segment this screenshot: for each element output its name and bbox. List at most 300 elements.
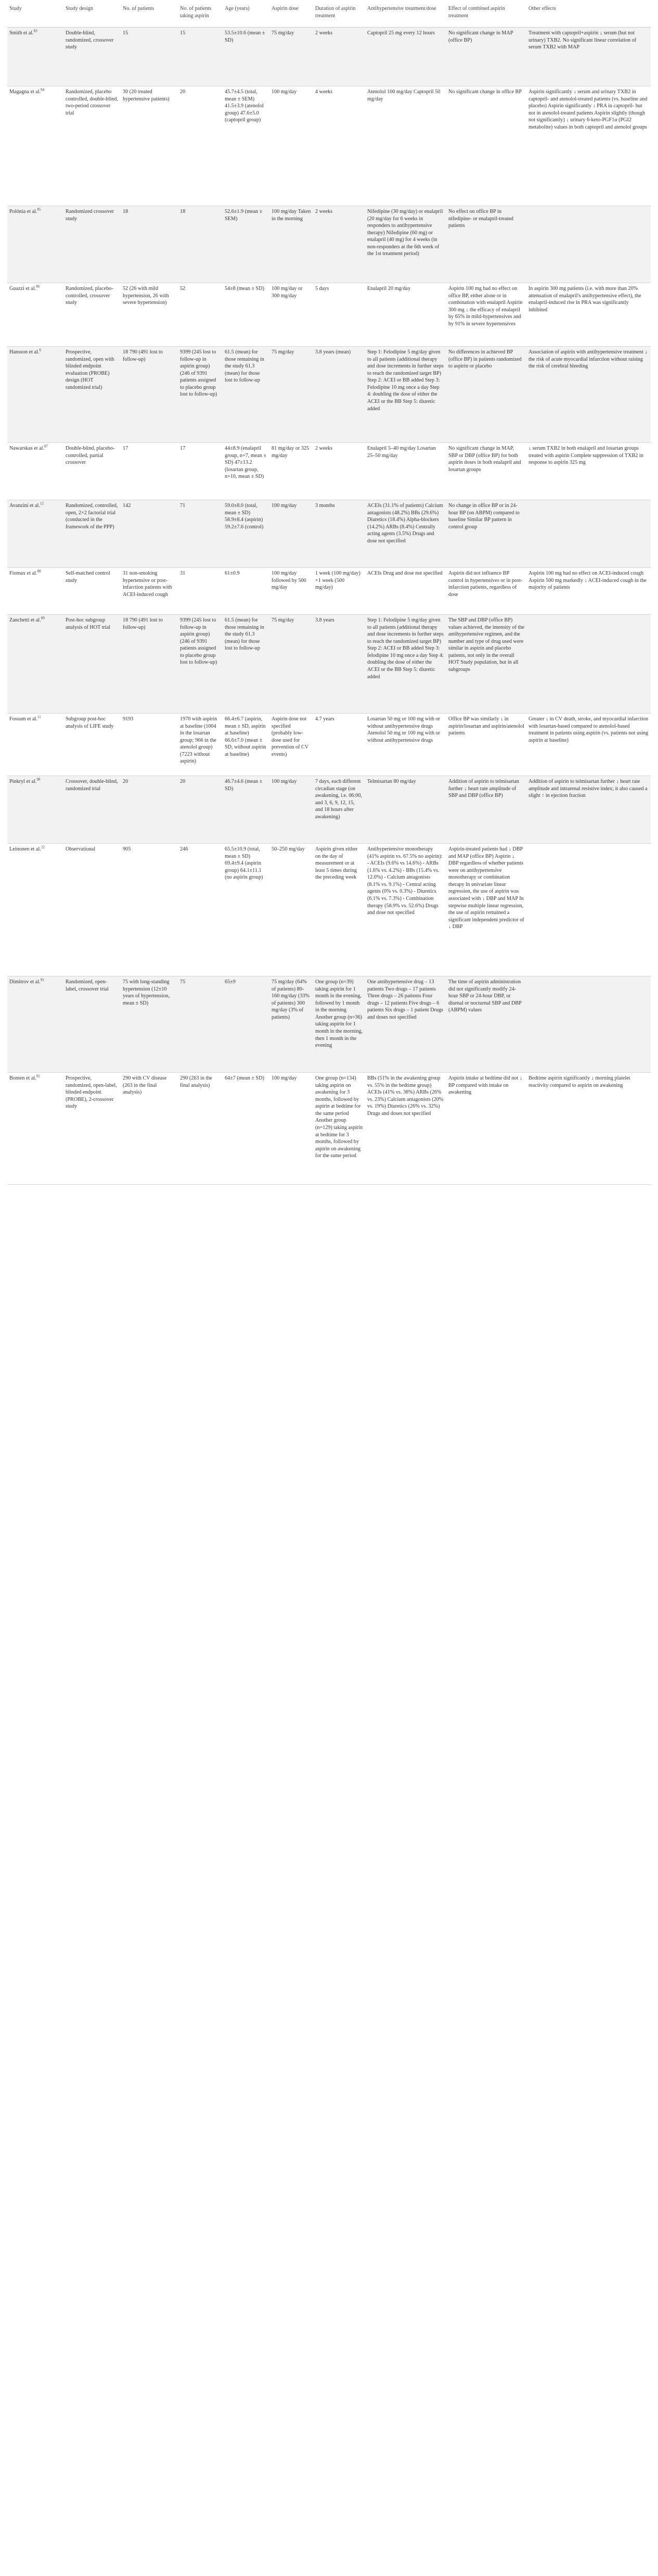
aspirin-patients-cell bbox=[178, 568, 223, 615]
aspirin-patients-cell-text: 9399 (245 lost to follow-up in aspirin group) (246 of 9391 patients assigned to placebo group lost to follow-up) bbox=[180, 349, 217, 398]
age-cell-text: 46.7±4.6 (mean ± SD) bbox=[225, 779, 263, 792]
table-row bbox=[7, 615, 651, 714]
dose-cell-text: 50–250 mg/day bbox=[272, 846, 305, 852]
table-row bbox=[7, 500, 651, 568]
duration-cell bbox=[313, 615, 365, 714]
duration-cell-text: 1 week (100 mg/day) +1 week (500 mg/day) bbox=[315, 570, 360, 591]
treatment-cell bbox=[365, 844, 446, 976]
treatment-cell bbox=[365, 500, 446, 568]
dose-cell bbox=[269, 28, 313, 86]
aspirin-patients-cell-text: 9399 (245 lost to follow-up in aspirin group) (246 of 9391 patients assigned to placebo group lost to follow-up) bbox=[180, 617, 217, 666]
design-cell bbox=[63, 568, 121, 615]
duration-cell bbox=[313, 347, 365, 443]
study-cell-text: Fossum et al. bbox=[9, 716, 38, 722]
reference-number: 89 bbox=[41, 616, 45, 620]
age-cell-text: 65±9 bbox=[225, 979, 236, 985]
reference-number: 90 bbox=[36, 777, 41, 782]
treatment-cell bbox=[365, 347, 446, 443]
effect-cell bbox=[446, 844, 526, 976]
dose-cell-text: 75 mg/day (64% of patients) 80-160 mg/day (33% of patients) 300 mg/day (3% of patients) bbox=[272, 979, 309, 1020]
treatment-cell-text: Enalapril 20 mg/day bbox=[367, 286, 411, 291]
patients-cell-text: 30 (20 treated hypertensive patients) bbox=[123, 89, 170, 102]
patients-cell-text: 18 bbox=[123, 209, 128, 214]
study-cell bbox=[7, 443, 63, 500]
design-cell bbox=[63, 976, 121, 1073]
duration-cell bbox=[313, 443, 365, 500]
treatment-cell bbox=[365, 86, 446, 206]
duration-cell bbox=[313, 206, 365, 283]
aspirin-patients-cell-text: 1970 with aspirin at baseline (1004 in the losartan group; 966 in the atenolol group) (7223 without aspirin) bbox=[180, 716, 217, 765]
age-cell bbox=[223, 776, 269, 844]
table-row bbox=[7, 844, 651, 976]
table-row bbox=[7, 1073, 651, 1185]
study-cell-text: Magagna et al. bbox=[9, 89, 41, 95]
patients-cell-text: 17 bbox=[123, 446, 128, 451]
study-cell bbox=[7, 86, 63, 206]
age-cell bbox=[223, 500, 269, 568]
age-cell-text: 65.5±10.9 (total, mean ± SD) 69.4±9.4 (aspirin group) 64.1±11.1 (no aspirin group) bbox=[225, 846, 263, 881]
study-cell-text: Avanzini et al. bbox=[9, 503, 40, 509]
effect-cell-text: The SBP and DBP (office BP) values achieved, the intensity of the antihypertensive regimen, and the number and type of drug used were similar in aspirin and placebo patients, not only in the overall HOT Study population, but in all subgroups bbox=[448, 617, 524, 672]
treatment-cell-text: BBs (51% in the awakening group vs. 55% in the bedtime group) ACEIs (41% vs. 38%) ARBs (26% vs. 23%) Calcium antagonists (20% vs. 19%) Diuretics (26% vs. 32%) Drugs and doses not specified bbox=[367, 1075, 444, 1116]
dose-cell-text: 75 mg/day bbox=[272, 617, 294, 623]
treatment-cell bbox=[365, 206, 446, 283]
other-effects-cell bbox=[526, 1073, 651, 1185]
treatment-cell-text: Atenolol 100 mg/day Captopril 50 mg/day bbox=[367, 89, 441, 102]
age-cell-text: 66.4±6.7 (aspirin, mean ± SD, aspirin at baseline) 66.6±7.0 (mean ± SD, without aspirin at baseline) bbox=[225, 716, 266, 757]
table-header-row bbox=[7, 3, 651, 28]
dose-cell bbox=[269, 283, 313, 347]
table-body bbox=[7, 28, 651, 1185]
aspirin-patients-cell-text: 31 bbox=[180, 570, 186, 576]
age-cell bbox=[223, 1073, 269, 1185]
table-row bbox=[7, 568, 651, 615]
design-cell-text: Prospective, randomized, open-label, blinded endpoint (PROBE), 2-crossover study bbox=[66, 1075, 117, 1110]
age-cell-text: 59.0±8.0 (total, mean ± SD) 58.9±8.4 (aspirin) 59.2±7.6 (control) bbox=[225, 503, 264, 530]
patients-cell-text: 20 bbox=[123, 779, 128, 784]
effect-cell-text: Office BP was similarly ↓ in aspirin/losartan and aspirin/atenolol patients bbox=[448, 716, 524, 737]
reference-number: 12 bbox=[40, 501, 44, 506]
patients-cell-text: 18 790 (491 lost to follow-up) bbox=[123, 349, 163, 362]
age-cell bbox=[223, 844, 269, 976]
study-cell bbox=[7, 206, 63, 283]
age-cell-text: 52.6±1.9 (mean ± SEM) bbox=[225, 209, 263, 222]
aspirin-patients-cell bbox=[178, 347, 223, 443]
study-cell bbox=[7, 844, 63, 976]
dose-cell bbox=[269, 568, 313, 615]
dose-cell bbox=[269, 206, 313, 283]
patients-cell-text: 9193 bbox=[123, 716, 134, 722]
patients-cell bbox=[121, 443, 178, 500]
aspirin-patients-cell-text: 290 (263 in the final analysis) bbox=[180, 1075, 212, 1088]
patients-cell bbox=[121, 776, 178, 844]
patients-cell bbox=[121, 844, 178, 976]
treatment-cell-text: Enalapril 5–40 mg/day Losartan 25–50 mg/day bbox=[367, 446, 436, 459]
other-effects-cell bbox=[526, 443, 651, 500]
column-header: Antihypertensive treatment/dose bbox=[365, 3, 446, 28]
other-effects-cell bbox=[526, 347, 651, 443]
aspirin-patients-cell bbox=[178, 714, 223, 776]
effect-cell-text: The time of aspirin administration did not significantly modify 24-hour SBP or 24-hour DBP, or diurnal or nocturnal SBP and DBP (ABPM) values bbox=[448, 979, 522, 1013]
duration-cell-text: One group (n=134) taking aspirin on awakening for 3 months, followed by aspirin at bedtime for the same period Another group (n=129) taking aspirin at bedtime for 3 months, followed by aspirin on awakening for the same period bbox=[315, 1075, 363, 1159]
treatment-cell bbox=[365, 714, 446, 776]
dose-cell bbox=[269, 443, 313, 500]
effect-cell-text: No significant change in office BP bbox=[448, 89, 522, 95]
table-header bbox=[7, 3, 651, 28]
study-cell-text: Fiomax et al. bbox=[9, 570, 37, 576]
aspirin-patients-cell bbox=[178, 776, 223, 844]
effect-cell bbox=[446, 86, 526, 206]
aspirin-patients-cell-text: 52 bbox=[180, 286, 186, 291]
table-row bbox=[7, 976, 651, 1073]
dose-cell-text: 100 mg/day or 300 mg/day bbox=[272, 286, 303, 299]
study-cell bbox=[7, 776, 63, 844]
table-row bbox=[7, 347, 651, 443]
effect-cell-text: Aspirin did not influence BP control in hypertensives or in post-infarction patients, regardless of dose bbox=[448, 570, 523, 598]
reference-number: 6 bbox=[39, 348, 41, 352]
study-cell-text: Nawarskas et al. bbox=[9, 446, 45, 451]
design-cell-text: Prospective, randomized, open with blinded endpoint evaluation (PROBE) design (HOT randomized trial) bbox=[66, 349, 114, 390]
study-cell bbox=[7, 976, 63, 1073]
design-cell bbox=[63, 283, 121, 347]
effect-cell bbox=[446, 28, 526, 86]
dose-cell-text: 100 mg/day bbox=[272, 1075, 297, 1081]
design-cell-text: Double-blind, randomized, crossover study bbox=[66, 30, 114, 50]
column-header: Effect of combined aspirin treatment bbox=[446, 3, 526, 28]
duration-cell bbox=[313, 86, 365, 206]
age-cell-text: 61.5 (mean) for those remaining in the study 61.3 (mean) for those lost to follow-up bbox=[225, 617, 264, 652]
effect-cell-text: Aspirin intake at bedtime did not ↓ BP compared with intake on awakening bbox=[448, 1075, 523, 1096]
design-cell bbox=[63, 500, 121, 568]
aspirin-patients-cell bbox=[178, 1073, 223, 1185]
dose-cell-text: 75 mg/day bbox=[272, 349, 294, 355]
other-effects-cell bbox=[526, 776, 651, 844]
dose-cell-text: 81 mg/day or 325 mg/day bbox=[272, 446, 309, 459]
duration-cell-text: 3.8 years (mean) bbox=[315, 349, 351, 355]
study-cell-text: Zanchetti et al. bbox=[9, 617, 41, 623]
other-effects-cell-text: Addition of aspirin to telmisartan further ↓ heart rate amplitude and intrarenal resistive index; it also caused a slight ↑ in ejection fraction bbox=[528, 779, 648, 799]
patients-cell-text: 75 with long-standing hypertension (12±10 years of hypertension, mean ± SD) bbox=[123, 979, 170, 1006]
treatment-cell-text: One antihypertensive drug – 13 patients Two drugs – 17 patients Three drugs – 26 patients Four drugs – 12 patients Five drugs – 6 patients Six drugs – 1 patient Drugs and doses not specified bbox=[367, 979, 444, 1020]
other-effects-cell-text: In aspirin 300 mg patients (i.e. with more than 20% attenuation of enalapril's antihypertensive effect), the enalapril-induced rise in PRA was significantly inhibited bbox=[528, 286, 641, 313]
design-cell-text: Randomized crossover study bbox=[66, 209, 114, 222]
age-cell bbox=[223, 206, 269, 283]
duration-cell bbox=[313, 776, 365, 844]
design-cell-text: Post-hoc subgroup analysis of HOT trial bbox=[66, 617, 111, 630]
design-cell bbox=[63, 776, 121, 844]
design-cell bbox=[63, 714, 121, 776]
duration-cell bbox=[313, 28, 365, 86]
study-cell bbox=[7, 283, 63, 347]
column-header: Aspirin dose bbox=[269, 3, 313, 28]
treatment-cell bbox=[365, 976, 446, 1073]
duration-cell-text: 4 weeks bbox=[315, 89, 333, 95]
aspirin-patients-cell-text: 20 bbox=[180, 779, 186, 784]
treatment-cell bbox=[365, 615, 446, 714]
aspirin-patients-cell bbox=[178, 283, 223, 347]
age-cell bbox=[223, 347, 269, 443]
aspirin-patients-cell bbox=[178, 443, 223, 500]
dose-cell bbox=[269, 1073, 313, 1185]
other-effects-cell bbox=[526, 28, 651, 86]
aspirin-patients-cell bbox=[178, 844, 223, 976]
aspirin-patients-cell bbox=[178, 28, 223, 86]
dose-cell bbox=[269, 776, 313, 844]
duration-cell bbox=[313, 568, 365, 615]
duration-cell-text: 4.7 years bbox=[315, 716, 334, 722]
effect-cell-text: Aspirin 100 mg had no effect on office BP, either alone or in combination with enalapril Aspirin 300 mg ↓ the efficacy of enalapril by 65% in mild-hypertensives and by 91% in severe hypertensives bbox=[448, 286, 523, 327]
reference-number: 91 bbox=[40, 978, 44, 982]
reference-number: 83 bbox=[33, 29, 37, 33]
column-header: Study design bbox=[63, 3, 121, 28]
other-effects-cell bbox=[526, 615, 651, 714]
reference-number: 22 bbox=[41, 845, 45, 849]
effect-cell bbox=[446, 500, 526, 568]
aspirin-patients-cell bbox=[178, 86, 223, 206]
other-effects-cell-text: Aspirin significantly ↓ serum and urinary TXB2 in captopril- and atenolol-treated patients (vs. baseline and placebo) Aspirin significantly ↓ PRA in captopril- but not in atenolol-treated patients Aspirin slightly (though not significantly) ↓ urinary 6-keto-PGF1α (PGI2 metabolite) values in both captopril and atenolol groups bbox=[528, 89, 648, 130]
age-cell bbox=[223, 86, 269, 206]
aspirin-patients-cell-text: 15 bbox=[180, 30, 186, 36]
effect-cell bbox=[446, 283, 526, 347]
design-cell-text: Randomized, placebo controlled, double-blind, two-period crossover trial bbox=[66, 89, 119, 116]
column-header: No. of patients taking aspirin bbox=[178, 3, 223, 28]
effect-cell bbox=[446, 714, 526, 776]
patients-cell bbox=[121, 568, 178, 615]
effect-cell bbox=[446, 347, 526, 443]
design-cell-text: Observational bbox=[66, 846, 96, 852]
study-cell bbox=[7, 28, 63, 86]
patients-cell bbox=[121, 500, 178, 568]
other-effects-cell-text: Greater ↓ in CV death, stroke, and myocardial infarction with losartan-based compared to atenolol-based treatment in patients using aspirin (vs. patients not using aspirin at baseline) bbox=[528, 716, 649, 743]
patients-cell-text: 15 bbox=[123, 30, 128, 36]
table-row bbox=[7, 28, 651, 86]
aspirin-patients-cell-text: 18 bbox=[180, 209, 186, 214]
effect-cell-text: No differences in achieved BP (office BP) in patients randomized to aspirin or placebo bbox=[448, 349, 522, 370]
treatment-cell-text: Telmisartan 80 mg/day bbox=[367, 779, 416, 784]
patients-cell bbox=[121, 347, 178, 443]
patients-cell bbox=[121, 28, 178, 86]
duration-cell bbox=[313, 844, 365, 976]
table-row bbox=[7, 714, 651, 776]
treatment-cell bbox=[365, 443, 446, 500]
treatment-cell bbox=[365, 776, 446, 844]
reference-number: 86 bbox=[36, 284, 40, 289]
table-row bbox=[7, 86, 651, 206]
aspirin-patients-cell bbox=[178, 206, 223, 283]
treatment-cell-text: Losartan 50 mg or 100 mg with or without antihypertensive drugs Atenolol 50 mg or 100 mg with or without antihypertensive drugs bbox=[367, 716, 441, 743]
treatment-cell-text: Step 1: Felodipine 5 mg/day given to all patients (additional therapy and dose increments in further steps to reach the randomized target BP) Step 2: ACEI or BB added Step 3: Felodipine 10 mg once a day Step 4: doubling the dose of either the ACEI or the BB Step 5: diuretic added bbox=[367, 349, 444, 412]
study-cell bbox=[7, 500, 63, 568]
duration-cell-text: 2 weeks bbox=[315, 209, 333, 214]
patients-cell bbox=[121, 283, 178, 347]
design-cell bbox=[63, 206, 121, 283]
design-cell bbox=[63, 615, 121, 714]
treatment-cell bbox=[365, 568, 446, 615]
dose-cell bbox=[269, 347, 313, 443]
age-cell bbox=[223, 568, 269, 615]
study-cell bbox=[7, 615, 63, 714]
aspirin-patients-cell bbox=[178, 976, 223, 1073]
other-effects-cell bbox=[526, 844, 651, 976]
age-cell bbox=[223, 976, 269, 1073]
design-cell-text: Randomized, placebo-controlled, crossover study bbox=[66, 286, 113, 306]
patients-cell-text: 31 non-smoking hypertensive or post-infarction patients with ACEI-induced cough bbox=[123, 570, 172, 598]
design-cell-text: Crossover, double-blind, randomized trial bbox=[66, 779, 118, 792]
other-effects-cell bbox=[526, 283, 651, 347]
study-cell bbox=[7, 347, 63, 443]
other-effects-cell-text: Bedtime aspirin significantly ↓ morning platelet reactivity compared to aspirin on awakening bbox=[528, 1075, 630, 1088]
effect-cell bbox=[446, 206, 526, 283]
duration-cell bbox=[313, 283, 365, 347]
other-effects-cell-text: Aspirin 100 mg had no effect on ACEI-induced cough Aspirin 500 mg markedly ↓ ACEI-induced cough in the majority of patients bbox=[528, 570, 647, 591]
dose-cell bbox=[269, 844, 313, 976]
study-cell bbox=[7, 714, 63, 776]
column-header: No. of patients bbox=[121, 3, 178, 28]
study-cell bbox=[7, 1073, 63, 1185]
reference-number: 88 bbox=[37, 569, 41, 574]
treatment-cell bbox=[365, 28, 446, 86]
study-cell-text: Hansson et al. bbox=[9, 349, 40, 355]
column-header: Study bbox=[7, 3, 63, 28]
duration-cell-text: 2 weeks bbox=[315, 446, 333, 451]
patients-cell bbox=[121, 1073, 178, 1185]
other-effects-cell bbox=[526, 500, 651, 568]
age-cell-text: 61.5 (mean) for those remaining in the study 61.3 (mean) for those lost to follow-up bbox=[225, 349, 264, 384]
document-page bbox=[7, 3, 651, 1185]
dose-cell bbox=[269, 86, 313, 206]
effect-cell bbox=[446, 568, 526, 615]
aspirin-patients-cell bbox=[178, 615, 223, 714]
age-cell-text: 61±0.9 bbox=[225, 570, 240, 576]
dose-cell-text: 100 mg/day bbox=[272, 89, 297, 95]
dose-cell-text: 100 mg/day bbox=[272, 503, 297, 509]
reference-number: 11 bbox=[37, 715, 41, 719]
dose-cell-text: Aspirin dose not specified (probably low-dose used for prevention of CV events) bbox=[272, 716, 309, 757]
table-row bbox=[7, 283, 651, 347]
column-header: Duration of aspirin treatment bbox=[313, 3, 365, 28]
table-row bbox=[7, 776, 651, 844]
dose-cell bbox=[269, 500, 313, 568]
age-cell bbox=[223, 283, 269, 347]
design-cell bbox=[63, 443, 121, 500]
study-cell-text: Guazzi et al. bbox=[9, 286, 36, 291]
aspirin-patients-cell-text: 17 bbox=[180, 446, 186, 451]
dose-cell-text: 100 mg/day bbox=[272, 779, 297, 784]
age-cell-text: 53.5±10.6 (mean ± SD) bbox=[225, 30, 265, 43]
treatment-cell-text: Captopril 25 mg every 12 hours bbox=[367, 30, 435, 36]
aspirin-patients-cell-text: 71 bbox=[180, 503, 186, 509]
effect-cell bbox=[446, 443, 526, 500]
patients-cell-text: 142 bbox=[123, 503, 131, 509]
study-cell-text: Dimitrov et al. bbox=[9, 979, 41, 985]
other-effects-cell bbox=[526, 568, 651, 615]
treatment-cell bbox=[365, 1073, 446, 1185]
age-cell bbox=[223, 443, 269, 500]
treatment-cell-text: Nifedipine (30 mg/day) or enalapril (20 mg/day for 6 weeks in responders to antihypertensive therapy) Nifedipine (60 mg) or enalapril (40 mg) for 4 weeks (in non-responders at the 6th week of the 1st treatment period) bbox=[367, 209, 443, 257]
age-cell-text: 54±8 (mean ± SD) bbox=[225, 286, 264, 291]
age-cell bbox=[223, 714, 269, 776]
effect-cell-text: Aspirin-treated patients had ↓ DBP and MAP (office BP) Aspirin ↓ DBP regardless of whether patients were on antihypertensive monotherapy or combination therapy In univariate linear regression, the use of aspirin was associated with ↓ DBP and MAP In stepwise multiple linear regression, the use of aspirin remained a significant independent predictor of ↓ DBP bbox=[448, 846, 524, 930]
other-effects-cell bbox=[526, 976, 651, 1073]
design-cell-text: Subgroup post-hoc analysis of LIFE study bbox=[66, 716, 114, 729]
design-cell bbox=[63, 1073, 121, 1185]
reference-number: 85 bbox=[37, 207, 41, 212]
age-cell-text: 45.7±4.5 (total, mean ± SEM) 41.5±3.9 (atenolol group) 47.6±5.0 (captopril group) bbox=[225, 89, 264, 123]
effect-cell bbox=[446, 615, 526, 714]
duration-cell-text: 3.8 years bbox=[315, 617, 334, 623]
patients-cell-text: 290 with CV disease (263 in the final analysis) bbox=[123, 1075, 167, 1096]
aspirin-patients-cell-text: 20 bbox=[180, 89, 186, 95]
patients-cell bbox=[121, 615, 178, 714]
treatment-cell-text: Antihypertensive monotherapy (41% aspirin vs. 67.5% no aspirin): - ACEIs (9.6% vs 14.6%) - ARBs (1.6% vs. 4.2%) - BBs (15.4% vs. 12.0%) - Calcium antagonists (8.1% vs. 9.1%) - Central acting agents (0% vs. 0.3%) - Diuretics (6.1% vs. 7.3%) - Combination therapy (58.9% vs. 52.6%) Drugs and dose not specified bbox=[367, 846, 443, 916]
effect-cell bbox=[446, 1073, 526, 1185]
duration-cell-text: 2 weeks bbox=[315, 30, 333, 36]
duration-cell-text: Aspirin given either on the day of measurement or at least 5 times during the preceding week bbox=[315, 846, 358, 881]
treatment-cell-text: ACEIs (31.1% of patients) Calcium antagonists (48.2%) BBs (29.6%) Diuretics (18.4%) Alpha-blockers (14.2%) ARBs (8.4%) Centrally acting agents (3.5%) Drugs and dose not specified bbox=[367, 503, 443, 544]
dose-cell bbox=[269, 976, 313, 1073]
table-row bbox=[7, 206, 651, 283]
dose-cell bbox=[269, 615, 313, 714]
patients-cell bbox=[121, 976, 178, 1073]
study-cell-text: Pinkryl et al. bbox=[9, 779, 37, 784]
duration-cell bbox=[313, 1073, 365, 1185]
age-cell bbox=[223, 28, 269, 86]
age-cell bbox=[223, 615, 269, 714]
studies-table bbox=[7, 3, 651, 1185]
patients-cell bbox=[121, 86, 178, 206]
design-cell bbox=[63, 86, 121, 206]
effect-cell-text: No change in office BP or in 24-hour BP (on ABPM) compared to baseline Similar BP pattern in control group bbox=[448, 503, 520, 530]
study-cell-text: Bonten et al. bbox=[9, 1075, 36, 1081]
patients-cell bbox=[121, 714, 178, 776]
column-header: Other effects bbox=[526, 3, 651, 28]
aspirin-patients-cell-text: 246 bbox=[180, 846, 188, 852]
design-cell-text: Self-matched control study bbox=[66, 570, 110, 583]
patients-cell-text: 18 790 (491 lost to follow-up) bbox=[123, 617, 163, 630]
design-cell-text: Randomized, open-label, crossover trial bbox=[66, 979, 109, 992]
patients-cell-text: 52 (26 with mild hypertension, 26 with severe hypertension) bbox=[123, 286, 169, 306]
dose-cell bbox=[269, 714, 313, 776]
patients-cell-text: 905 bbox=[123, 846, 131, 852]
effect-cell bbox=[446, 776, 526, 844]
treatment-cell-text: Step 1: Felodipine 5 mg/day given to all patients (additional therapy and dose increments in further steps to reach the randomized target BP) Step 2: ACEI or BB added Step 3: felodipine 10 mg once a day Step 4: doubling the dose of either the ACEI or the BB Step 5: diuretic added bbox=[367, 617, 444, 680]
reference-number: 87 bbox=[44, 444, 48, 449]
duration-cell bbox=[313, 500, 365, 568]
duration-cell-text: 3 months bbox=[315, 503, 335, 509]
patients-cell bbox=[121, 206, 178, 283]
duration-cell-text: 7 days, each different circadian stage (on awakening, i.e. 06:00, and 3, 6, 9, 12, 15, and 18 hours after awakening) bbox=[315, 779, 362, 820]
design-cell bbox=[63, 347, 121, 443]
dose-cell-text: 100 mg/day followed by 500 mg/day bbox=[272, 570, 306, 591]
study-cell bbox=[7, 568, 63, 615]
effect-cell-text: Addition of aspirin to telmisartan further ↓ heart rate amplitude of SBP and DBP (office BP) bbox=[448, 779, 519, 799]
other-effects-cell bbox=[526, 86, 651, 206]
study-cell-text: Leinonen et al. bbox=[9, 846, 41, 852]
age-cell-text: 44±8.9 (enalapril group, n=7, mean ± SD) 47±13.2 (losartan group, n=10, mean ± SD) bbox=[225, 446, 267, 480]
other-effects-cell-text: ↓ serum TXB2 in both enalapril and losartan groups treated with aspirin Complete suppression of TXB2 in response to aspirin 325 mg bbox=[528, 446, 643, 466]
duration-cell bbox=[313, 714, 365, 776]
table-row bbox=[7, 443, 651, 500]
duration-cell-text: 5 days bbox=[315, 286, 329, 291]
design-cell-text: Double-blind, placebo-controlled, partial crossover bbox=[66, 446, 115, 466]
treatment-cell-text: ACEIs Drug and dose not specified bbox=[367, 570, 443, 576]
other-effects-cell-text: Treatment with captopril+aspirin ↓ serum (but not urinary) TXB2. No significant linear correlation of serum TXB2 with MAP bbox=[528, 30, 637, 50]
effect-cell bbox=[446, 976, 526, 1073]
aspirin-patients-cell-text: 75 bbox=[180, 979, 186, 985]
column-header: Age (years) bbox=[223, 3, 269, 28]
other-effects-cell-text: Association of aspirin with antihypertensive treatment ↓ the risk of acute myocardial infarction without raising the risk of cerebral bleeding bbox=[528, 349, 648, 370]
reference-number: 84 bbox=[41, 87, 45, 92]
